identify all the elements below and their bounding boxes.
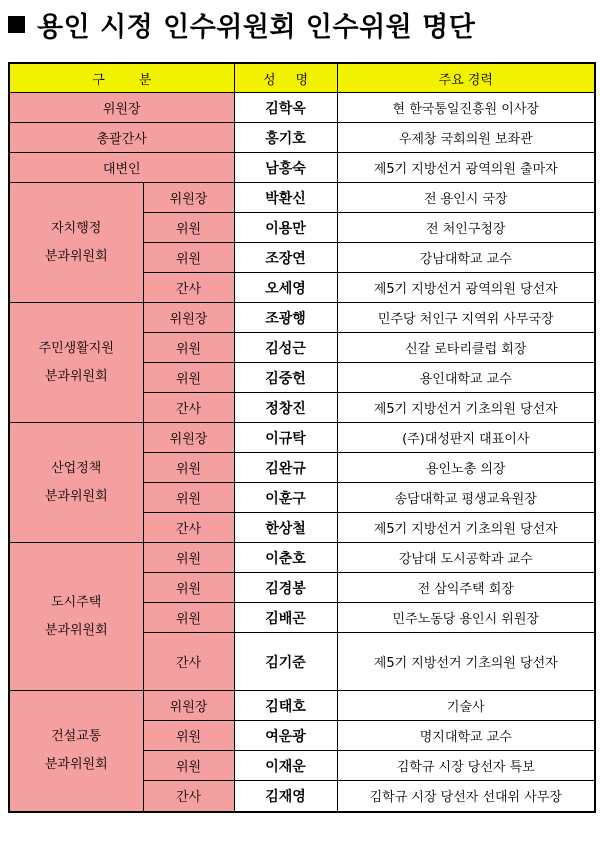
role-cell: 위원 bbox=[143, 363, 234, 393]
table-row bbox=[9, 423, 595, 453]
career-cell: 기술사 bbox=[337, 691, 595, 721]
name-cell: 이재운 bbox=[234, 751, 337, 781]
name-cell: 이춘호 bbox=[234, 543, 337, 573]
career-cell: 김학규 시장 당선자 선대위 사무장 bbox=[337, 781, 595, 812]
group-name-line1: 건설교통 bbox=[51, 728, 102, 744]
table-row bbox=[9, 93, 595, 123]
career-cell: 용인대학교 교수 bbox=[337, 363, 595, 393]
role-cell: 위원 bbox=[143, 603, 234, 633]
career-cell: 신갈 로타리클럽 회장 bbox=[337, 333, 595, 363]
role-cell: 위원 bbox=[143, 751, 234, 781]
career-cell: 제5기 지방선거 광역의원 당선자 bbox=[337, 273, 595, 303]
role-cell: 위원장 bbox=[143, 423, 234, 453]
group-cell bbox=[9, 303, 143, 423]
group-name-line2: 분과위원회 bbox=[44, 622, 108, 638]
group-name-line1: 산업정책 bbox=[51, 460, 102, 476]
name-cell: 이용만 bbox=[234, 213, 337, 243]
career-cell: 우제창 국회의원 보좌관 bbox=[337, 123, 595, 153]
committee-table bbox=[8, 62, 596, 813]
name-cell: 정창진 bbox=[234, 393, 337, 423]
group-name-line2: 분과위원회 bbox=[44, 756, 108, 772]
role-cell: 위원 bbox=[143, 453, 234, 483]
role-cell: 위원 bbox=[143, 333, 234, 363]
group-name-line1: 도시주택 bbox=[51, 594, 102, 610]
career-cell: 송담대학교 평생교육원장 bbox=[337, 483, 595, 513]
career-cell: 제5기 지방선거 광역의원 출마자 bbox=[337, 153, 595, 183]
table-row bbox=[9, 123, 595, 153]
name-cell: 홍기호 bbox=[234, 123, 337, 153]
table-header-row bbox=[9, 63, 595, 93]
role-cell: 간사 bbox=[143, 633, 234, 691]
page-title bbox=[8, 4, 475, 44]
group-cell bbox=[9, 183, 143, 303]
name-cell: 여운광 bbox=[234, 721, 337, 751]
name-cell: 조장연 bbox=[234, 243, 337, 273]
role-cell: 위원 bbox=[143, 213, 234, 243]
group-cell bbox=[9, 423, 143, 543]
role-cell: 위원 bbox=[143, 573, 234, 603]
role-cell: 총괄간사 bbox=[9, 123, 234, 153]
role-cell: 대변인 bbox=[9, 153, 234, 183]
role-cell: 간사 bbox=[143, 513, 234, 543]
career-cell: 민주노동당 용인시 위원장 bbox=[337, 603, 595, 633]
group-name-line1: 주민생활지원 bbox=[38, 340, 114, 356]
career-cell: 명지대학교 교수 bbox=[337, 721, 595, 751]
role-cell: 위원 bbox=[143, 721, 234, 751]
name-cell: 박환신 bbox=[234, 183, 337, 213]
role-cell: 간사 bbox=[143, 781, 234, 812]
career-cell: 전 삼익주택 회장 bbox=[337, 573, 595, 603]
career-cell: 용인노총 의장 bbox=[337, 453, 595, 483]
name-cell: 이훈구 bbox=[234, 483, 337, 513]
name-cell: 김기준 bbox=[234, 633, 337, 691]
header-career: 주요 경력 bbox=[337, 63, 595, 93]
role-cell: 위원장 bbox=[143, 691, 234, 721]
header-category: 구분 bbox=[9, 63, 234, 93]
group-name-line2: 분과위원회 bbox=[44, 488, 108, 504]
name-cell: 김학옥 bbox=[234, 93, 337, 123]
table-row bbox=[9, 543, 595, 573]
career-cell: 제5기 지방선거 기초의원 당선자 bbox=[337, 393, 595, 423]
career-cell: 강남대 도시공학과 교수 bbox=[337, 543, 595, 573]
table-row bbox=[9, 153, 595, 183]
role-cell: 위원 bbox=[143, 543, 234, 573]
role-cell: 위원 bbox=[143, 483, 234, 513]
name-cell: 김경봉 bbox=[234, 573, 337, 603]
name-cell: 오세영 bbox=[234, 273, 337, 303]
name-cell: 한상철 bbox=[234, 513, 337, 543]
career-cell: 김학규 시장 당선자 특보 bbox=[337, 751, 595, 781]
career-cell: 민주당 처인구 지역위 사무국장 bbox=[337, 303, 595, 333]
group-cell bbox=[9, 691, 143, 812]
role-cell: 위원장 bbox=[9, 93, 234, 123]
role-cell: 위원 bbox=[143, 243, 234, 273]
name-cell: 김성근 bbox=[234, 333, 337, 363]
group-cell bbox=[9, 543, 143, 691]
career-cell: 현 한국통일진흥원 이사장 bbox=[337, 93, 595, 123]
career-cell: 전 처인구청장 bbox=[337, 213, 595, 243]
role-cell: 위원장 bbox=[143, 303, 234, 333]
table-row bbox=[9, 691, 595, 721]
name-cell: 이규탁 bbox=[234, 423, 337, 453]
header-name: 성명 bbox=[234, 63, 337, 93]
name-cell: 남홍숙 bbox=[234, 153, 337, 183]
name-cell: 김배곤 bbox=[234, 603, 337, 633]
career-cell: (주)대성판지 대표이사 bbox=[337, 423, 595, 453]
group-name-line1: 자치행정 bbox=[51, 220, 102, 236]
table-row bbox=[9, 183, 595, 213]
name-cell: 김재영 bbox=[234, 781, 337, 812]
square-bullet-icon bbox=[8, 16, 25, 33]
name-cell: 조광행 bbox=[234, 303, 337, 333]
group-name-line2: 분과위원회 bbox=[44, 248, 108, 264]
title-text: 용인 시정 인수위원회 인수위원 명단 bbox=[37, 11, 476, 43]
career-cell: 강남대학교 교수 bbox=[337, 243, 595, 273]
name-cell: 김중헌 bbox=[234, 363, 337, 393]
role-cell: 위원장 bbox=[143, 183, 234, 213]
career-cell: 제5기 지방선거 기초의원 당선자 bbox=[337, 633, 595, 691]
role-cell: 간사 bbox=[143, 393, 234, 423]
career-cell: 제5기 지방선거 기초의원 당선자 bbox=[337, 513, 595, 543]
name-cell: 김태호 bbox=[234, 691, 337, 721]
name-cell: 김완규 bbox=[234, 453, 337, 483]
group-name-line2: 분과위원회 bbox=[44, 368, 108, 384]
career-cell: 전 용인시 국장 bbox=[337, 183, 595, 213]
role-cell: 간사 bbox=[143, 273, 234, 303]
table-row bbox=[9, 303, 595, 333]
